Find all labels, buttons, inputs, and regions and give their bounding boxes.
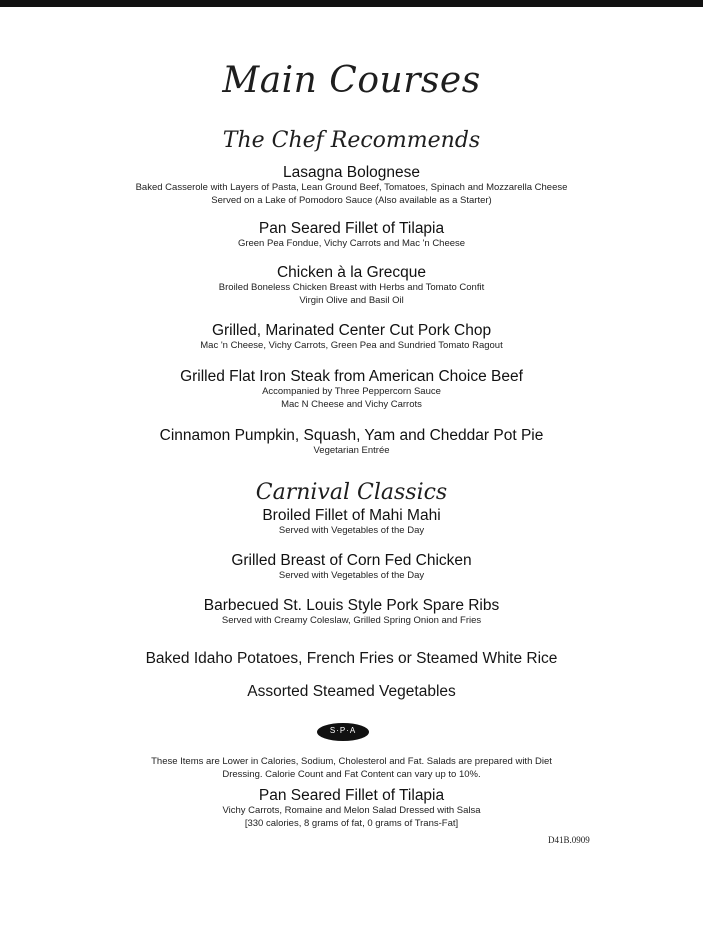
dish-name: Grilled Flat Iron Steak from American Choice Beef — [180, 368, 523, 385]
dish-name: Pan Seared Fillet of Tilapia — [258, 787, 445, 804]
dish-name: Pan Seared Fillet of Tilapia — [258, 220, 445, 237]
dish-description: Mac N Cheese and Vichy Carrots — [281, 398, 422, 410]
dish-description: Served with Vegetables of the Day — [278, 570, 425, 581]
dish-pork-chop — [0, 321, 703, 353]
chef-recommends-heading: The Chef Recommends — [222, 128, 481, 153]
dish-chicken-grecque — [0, 263, 703, 307]
dish-description: Served with Creamy Coleslaw, Grilled Spring Onion and Fries — [221, 615, 482, 626]
dish-description: Vegetarian Entrée — [313, 445, 390, 456]
dish-lasagna — [0, 163, 703, 207]
spa-note: These Items are Lower in Calories, Sodium, Cholesterol and Fat. Salads are prepared with Diet Dressing. Calorie Count and Fat Content can vary up to 10%. — [151, 756, 552, 780]
carnival-classics-heading: Carnival Classics — [255, 480, 448, 505]
side-vegetables: Assorted Steamed Vegetables — [247, 683, 456, 700]
dish-description: Virgin Olive and Basil Oil — [299, 294, 404, 306]
dish-spa-tilapia — [0, 786, 703, 830]
dish-name: Grilled, Marinated Center Cut Pork Chop — [211, 322, 492, 339]
dish-description: Served on a Lake of Pomodoro Sauce (Also available as a Starter) — [211, 194, 492, 206]
dish-description: Accompanied by Three Peppercorn Sauce — [262, 386, 441, 397]
dish-mahi-mahi — [0, 506, 703, 538]
dish-description: Green Pea Fondue, Vichy Carrots and Mac 'n Cheese — [237, 238, 466, 249]
dish-name: Cinnamon Pumpkin, Squash, Yam and Cheddar Pot Pie — [159, 427, 544, 444]
dish-name: Barbecued St. Louis Style Pork Spare Ribs — [203, 597, 500, 614]
dish-flat-iron-steak — [0, 367, 703, 411]
dish-corn-fed-chicken — [0, 551, 703, 583]
dish-spare-ribs — [0, 596, 703, 628]
dish-name: Chicken à la Grecque — [276, 264, 427, 281]
menu-code: D41B.0909 — [548, 835, 590, 845]
dish-description: Mac 'n Cheese, Vichy Carrots, Green Pea and Sundried Tomato Ragout — [200, 340, 503, 351]
dish-name: Broiled Fillet of Mahi Mahi — [262, 507, 441, 524]
dish-name: Lasagna Bolognese — [282, 164, 421, 181]
dish-description: Broiled Boneless Chicken Breast with Herbs and Tomato Confit — [218, 282, 485, 293]
dish-name: Grilled Breast of Corn Fed Chicken — [231, 552, 472, 569]
dish-pot-pie — [0, 426, 703, 458]
spa-logo-icon — [317, 723, 369, 741]
dish-description: Served with Vegetables of the Day — [278, 525, 425, 536]
dish-description: Vichy Carrots, Romaine and Melon Salad Dressed with Salsa — [222, 805, 481, 816]
dish-description: Baked Casserole with Layers of Pasta, Lean Ground Beef, Tomatoes, Spinach and Mozzarella Cheese — [135, 182, 568, 193]
page-title: Main Courses — [222, 60, 481, 101]
side-dishes: Baked Idaho Potatoes, French Fries or Steamed White Rice — [145, 650, 558, 667]
dish-tilapia — [0, 219, 703, 251]
spa-logo-text: S·P·A — [329, 726, 357, 735]
dish-description: [330 calories, 8 grams of fat, 0 grams of Trans-Fat] — [244, 817, 459, 829]
